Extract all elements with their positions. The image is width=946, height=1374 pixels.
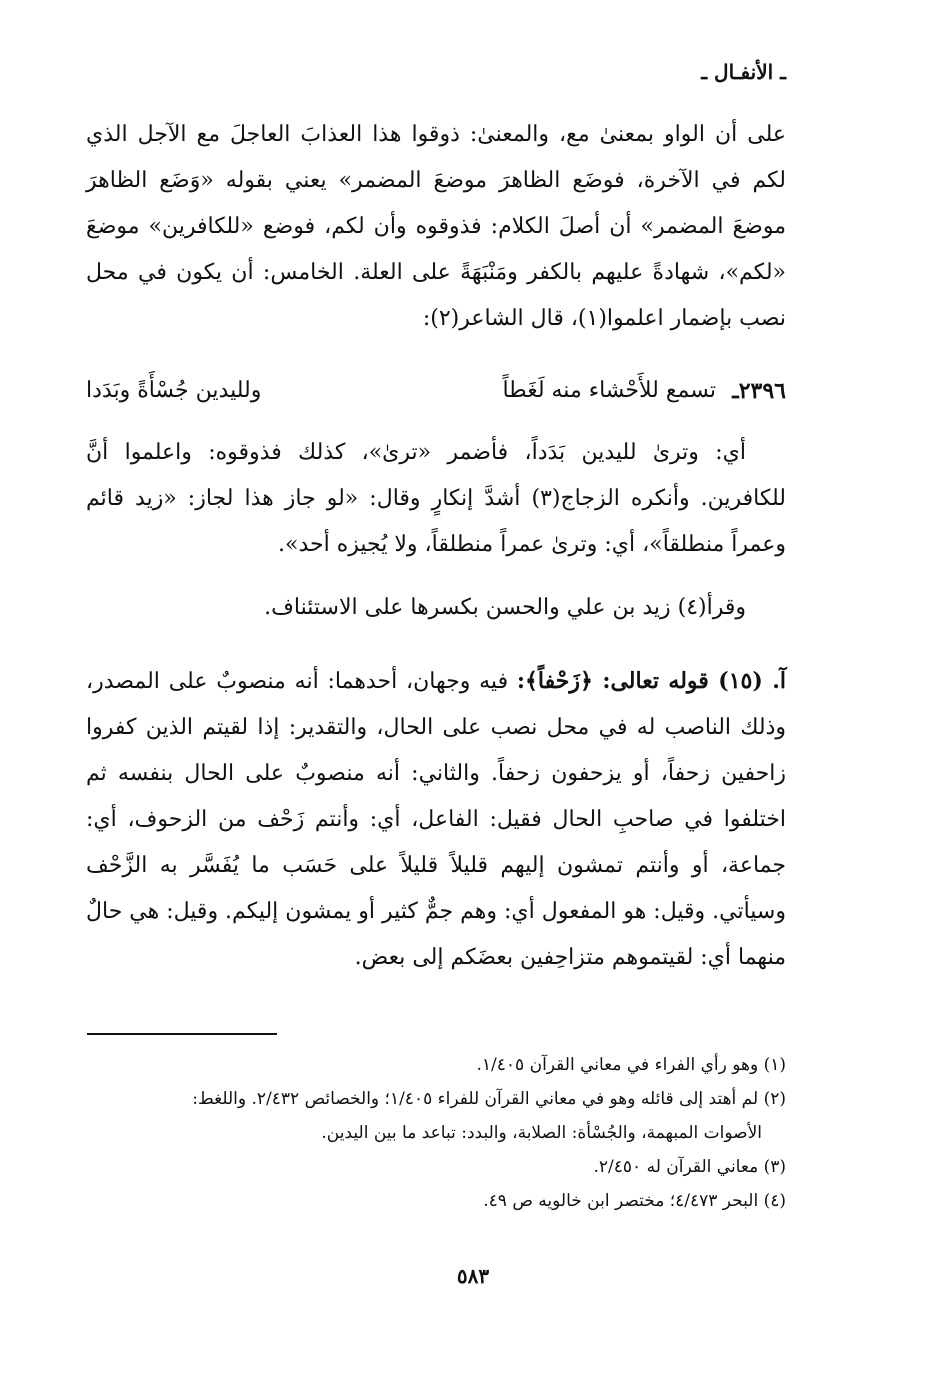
footnote-3: (٣) معاني القرآن له ٢/٤٥٠. (593, 1157, 786, 1177)
paragraph-2: أي: وترىٰ لليدين بَدَداً، فأضمر «ترىٰ»، كذلك فذوقوه: واعلموا أنَّ للكافرين. وأنكره الزجاج(٣) أشدَّ إنكارٍ وقال: «لو جاز هذا لجاز: «زيد قائم وعمراً منطلقاً»، أي: وترىٰ عمراً منطلقاً، ولا يُجيزه أحد». (86, 440, 786, 557)
verse-number: ٢٣٩٦ـ (732, 378, 786, 404)
verse-reference-heading: آ. (١٥) قوله تعالى: ﴿زَحْفاً﴾: (516, 668, 787, 694)
footnotes (86, 1048, 786, 1218)
paragraph-3: وقرأ(٤) زيد بن علي والحسن بكسرها على الاستئناف. (264, 595, 746, 620)
verse-hemistich-second: ولليدين جُسْأَةً وبَدَدا (86, 378, 262, 403)
paragraph-1: على أن الواو بمعنىٰ مع، والمعنىٰ: ذوقوا هذا العذابَ العاجلَ مع الآجل الذي لكم في الآخرة، فوضَع الظاهرَ موضعَ المضمر» يعني بقوله «وَضَع الظاهرَ موضعَ المضمر» أن أصلَ الكلام: فذوقوه وأن لكم، فوضع «للكافرين» موضعَ «لكم»، شهادةً عليهم بالكفر ومَنْبَهَةً على العلة. الخامس: أن يكون في محل نصب بإضمار اعلموا(١)، قال الشاعر(٢): (86, 122, 786, 331)
footnote-divider (87, 1033, 277, 1035)
paragraph-4-text: فيه وجهان، أحدهما: أنه منصوبٌ على المصدر، وذلك الناصب له في محل نصب على الحال، والتقدير: إذا لقيتم الذين كفروا زاحفين زحفاً، أو يزحفون زحفاً. والثاني: أنه منصوبٌ على الحال بنفسه ثم اختلفوا في صاحبِ الحال فقيل: الفاعل، أي: وأنتم زَحْف من الزحوف، أي: جماعة، أو وأنتم تمشون إليهم قليلاً قليلاً على حَسَب ما يُفَسَّر به الزَّحْف وسيأتي. وقيل: هو المفعول أي: وهم جمٌّ كثير أو يمشون إليكم. وقيل: هي حالٌ منهما أي: لقيتموهم متزاحِفين بعضَكم إلى بعض. (86, 669, 786, 970)
running-head: ـ الأنفـال ـ (701, 60, 786, 84)
poetry-verse (86, 372, 786, 418)
footnote-1: (١) وهو رأي الفراء في معاني القرآن ١/٤٠٥. (476, 1055, 786, 1075)
verse-hemistich-first: تسمع للأَحْشاء منه لَغَطاً (502, 378, 716, 403)
footnote-4: (٤) البحر ٤/٤٧٣؛ مختصر ابن خالويه ص ٤٩. (483, 1191, 786, 1211)
footnote-2-continuation: الأصوات المبهمة، والجُسْأة: الصلابة، والبدد: تباعد ما بين اليدين. (321, 1123, 762, 1143)
page-number: ٥٨٣ (456, 1264, 490, 1288)
footnote-2: (٢) لم أهتد إلى قائله وهو في معاني القرآن للفراء ١/٤٠٥؛ والخصائص ٢/٤٣٢. واللغط: (192, 1089, 786, 1109)
paragraph-4 (86, 658, 786, 981)
